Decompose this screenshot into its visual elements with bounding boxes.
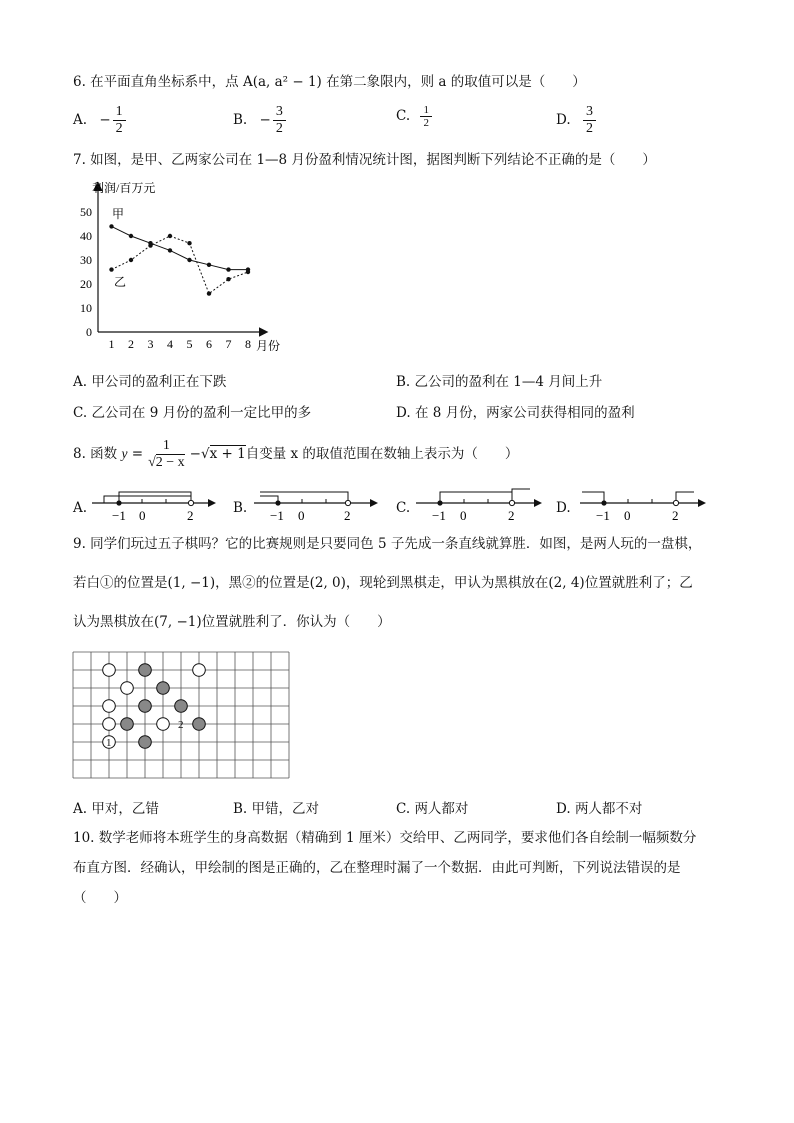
black-stone [121,718,134,731]
numberline-a[interactable] [88,488,218,524]
q8-option-d-label[interactable]: D. [556,500,571,516]
x-tick-label: 4 [167,337,173,351]
q9-line3: 认为黑棋放在(7, −1)位置就胜利了．你认为（ ） [73,614,391,630]
data-point [207,291,211,295]
q6-b-fraction: $\frac{3}{2}$ [273,104,286,137]
svg-text:−1: −1 [596,508,610,523]
q9-option-d[interactable]: D. 两人都不对 [556,801,643,817]
profit-line-chart [68,178,298,356]
gomoku-board [72,651,292,781]
q6-option-a[interactable]: A. − $\frac{1}{2}$ [73,104,128,137]
q9-line2: 若白①的位置是(1, −1)，黑②的位置是(2, 0)，现轮到黑棋走，甲认为黑棋放在(2, 4)位置就胜利了；乙 [73,575,693,591]
x-tick-label: 2 [128,337,134,351]
q8-text: 8. 函数 y = $\frac{1}{√2 - x}$ −√x + 1自变量 x 的取值范围在数轴上表示为（ ） [73,438,519,470]
q6-c-fraction: $\frac{1}{2}$ [420,104,432,129]
numberline-b[interactable] [250,488,380,524]
black-stone [139,664,152,677]
white-stone [103,718,116,731]
numberline-c[interactable] [412,488,544,524]
svg-text:2: 2 [508,508,515,523]
data-point [109,267,113,271]
black-stone [139,736,152,749]
y-tick-label: 0 [86,325,92,339]
x-tick-label: 1 [108,337,115,351]
svg-text:−1: −1 [270,508,284,523]
black-stone [175,700,188,713]
white-stone [103,664,116,677]
series-label-yi: 乙 [114,275,127,289]
svg-text:2: 2 [672,508,679,523]
series-line-jia [112,226,249,269]
y-tick-label: 10 [80,301,92,315]
stone-mark-2: 2 [178,719,184,731]
data-point [226,277,230,281]
q7-text: 7. 如图，是甲、乙两家公司在 1—8 月份盈利情况统计图，据图判断下列结论不正确的是（ ） [73,152,656,168]
series-label-jia: 甲 [112,207,125,221]
stone-mark-1: 1 [106,737,112,749]
data-point [187,258,191,262]
q8-option-b-label[interactable]: B. [233,500,248,516]
white-stone [157,718,170,731]
black-stone [193,718,206,731]
q8-option-c-label[interactable]: C. [396,500,411,516]
y-tick-label: 30 [80,253,92,267]
q6-d-fraction: $\frac{3}{2}$ [583,104,596,137]
q10-line1: 10. 数学老师将本班学生的身高数据（精确到 1 厘米）交给甲、乙两同学，要求他们各自绘制一幅频数分 [73,830,697,846]
data-point [187,241,191,245]
x-tick-label: 8 [245,337,251,351]
q9-option-a[interactable]: A. 甲对，乙错 [73,801,159,817]
data-point [168,234,172,238]
x-tick-label: 3 [147,337,154,351]
data-point [109,224,113,228]
white-stone [193,664,206,677]
q6-option-c[interactable]: C. $\frac{1}{2}$ [396,104,434,129]
y-tick-label: 50 [80,205,92,219]
y-tick-label: 40 [80,229,92,243]
black-stone [157,682,170,695]
q6-a-fraction: $\frac{1}{2}$ [113,104,126,137]
data-point [129,258,133,262]
data-point [168,248,172,252]
y-axis-label: 利润/百万元 [92,181,156,195]
q7-option-a[interactable]: A. 甲公司的盈利正在下跌 [73,374,227,390]
numberline-d[interactable] [576,488,710,524]
y-tick-label: 20 [80,277,92,291]
data-point [148,243,152,247]
svg-text:−1: −1 [112,508,126,523]
svg-text:2: 2 [187,508,194,523]
x-tick-label: 6 [206,337,212,351]
x-axis-label: 月份 [256,339,281,353]
q7-option-d[interactable]: D. 在 8 月份，两家公司获得相同的盈利 [396,405,635,421]
x-tick-label: 7 [225,337,232,351]
q10-line3: （ ） [73,890,127,906]
svg-text:0: 0 [298,508,305,523]
q10-line2: 布直方图．经确认，甲绘制的图是正确的，乙在整理时漏了一个数据．由此可判断，下列说法错误的是 [73,860,681,876]
q8-option-a-label[interactable]: A. [73,500,88,516]
q7-option-c[interactable]: C. 乙公司在 9 月份的盈利一定比甲的多 [73,405,312,421]
q8-fraction: $\frac{1}{√2 - x}$ [148,438,185,470]
q6-option-b[interactable]: B. − $\frac{3}{2}$ [233,104,288,137]
data-point [226,267,230,271]
svg-text:−1: −1 [432,508,446,523]
data-point [246,270,250,274]
q7-option-b[interactable]: B. 乙公司的盈利在 1—4 月间上升 [396,374,603,390]
data-point [207,263,211,267]
q6-option-d[interactable]: D. $\frac{3}{2}$ [556,104,598,137]
white-stone [121,682,134,695]
svg-text:0: 0 [139,508,146,523]
svg-text:0: 0 [460,508,467,523]
svg-text:2: 2 [344,508,351,523]
x-tick-label: 5 [186,337,193,351]
black-stone [139,700,152,713]
q6-text: 6. 在平面直角坐标系中，点 A(a, a² − 1) 在第二象限内，则 a 的取值可以是（ ） [73,74,586,90]
white-stone [103,700,116,713]
svg-text:0: 0 [624,508,631,523]
q9-option-c[interactable]: C. 两人都对 [396,801,469,817]
q9-option-b[interactable]: B. 甲错，乙对 [233,801,320,817]
series-line-yi [112,236,249,294]
q9-line1: 9. 同学们玩过五子棋吗？它的比赛规则是只要同色 5 子先成一条直线就算胜．如图，是两人玩的一盘棋， [73,536,702,552]
data-point [129,234,133,238]
